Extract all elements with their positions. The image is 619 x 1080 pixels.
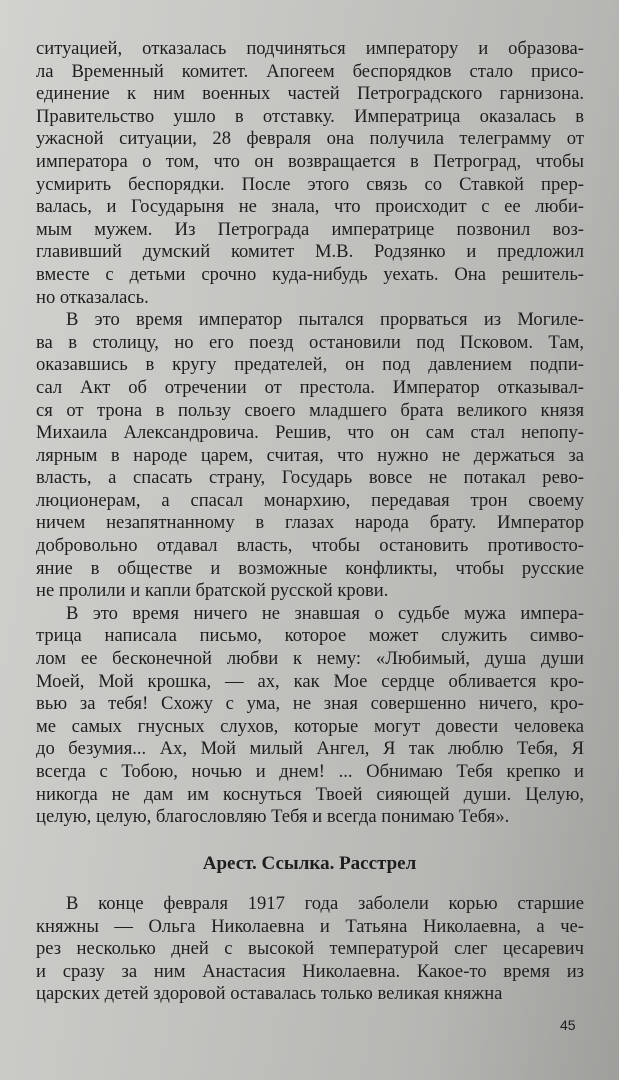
paragraph [36,893,584,1006]
paragraph [36,603,584,829]
page-number: 45 [560,1017,576,1033]
text-line: усмирить беспорядки. После этого связь со Ставкой прер- [36,173,584,195]
text-line: В конце февраля 1917 года заболели корью старшие [66,893,584,914]
text-line: лярным в народе царем, считая, что нужно не держаться за [36,444,584,466]
text-line: ничем незапятнанному в глазах народа брату. Император [36,512,584,534]
text-line: вью за тебя! Схожу с ума, не зная совершенно ничего, кро- [36,693,584,715]
text-line: Правительство ушло в отставку. Императрица оказалась в [36,105,584,127]
paragraph [36,309,584,603]
text-line: Михаила Александровича. Решив, что он сам стал непопу- [36,422,584,444]
text-line: оказавшись в кругу предателей, он под давлением подпи- [36,354,584,376]
text-line: В это время император пытался прорваться из Могиле- [66,309,584,331]
text-line: ва в столицу, но его поезд остановили под Псковом. Там, [36,331,584,353]
text-line: рез несколько дней с высокой температурой слег цесаревич [36,938,584,960]
text-line: мым мужем. Из Петрограда императрице позвонил воз- [36,218,584,240]
text-line: главивший думский комитет М.В. Родзянко и предложил [36,241,584,263]
paragraph [36,38,584,309]
text-line: люционерам, а спасал монархию, передавая трон своему [36,489,584,511]
text-line: ла Временный комитет. Апогеем беспорядков стало присо- [36,60,584,82]
text-line: сал Акт об отречении от престола. Император отказывал- [36,376,584,398]
text-line: трица написала письмо, которое может служить симво- [36,625,584,647]
text-line: ме самых гнусных слухов, которые могут довести человека [36,715,584,737]
text-line: целую, целую, благословляю Тебя и всегда понимаю Тебя». [36,806,510,828]
text-line: царских детей здоровой оставалась только великая княжна [36,983,503,1005]
text-line: императора о том, что он возвращается в Петроград, чтобы [36,150,584,172]
text-line: никогда не дам им коснуться Твоей сияющей души. Целую, [36,783,584,805]
text-line: вместе с детьми срочно куда-нибудь уехать. Она решитель- [36,263,584,285]
text-line: не пролили и капли братской русской крови. [36,580,389,602]
text-line: ситуацией, отказалась подчиняться императору и образова- [36,38,584,59]
text-line: власть, а спасать страну, Государь вовсе не потакал рево- [36,467,584,489]
text-line: валась, и Государыня не знала, что происходит с ее люби- [36,196,584,218]
text-line: В это время ничего не знавшая о судьбе мужа импера- [66,602,584,624]
section-heading: Арест. Ссылка. Расстрел [202,853,417,874]
text-line: Моей, Мой крошка, — ах, как Мое сердце обливается кро- [36,670,584,692]
text-line: яние в обществе и возможные конфликты, чтобы русские [36,557,584,579]
text-line: всегда с Тобою, ночью и днем! ... Обнимаю Тебя крепко и [36,761,584,782]
text-line: но отказалась. [36,286,149,308]
body-text [36,38,584,829]
section2-text [36,893,584,1006]
text-line: ся от трона в пользу своего младшего брата великого князя [36,399,584,421]
text-line: до безумия... Ах, Мой милый Ангел, Я так люблю Тебя, Я [36,738,584,760]
text-line: и сразу за ним Анастасия Николаевна. Какое-то время из [36,960,584,982]
text-line: единение к ним военных частей Петроградского гарнизона. [36,83,584,105]
text-line: лом ее бесконечной любви к нему: «Любимый, душа души [36,648,584,670]
text-line: ужасной ситуации, 28 февраля она получила телеграмму от [36,128,584,150]
text-line: княжны — Ольга Николаевна и Татьяна Николаевна, а че- [36,915,584,937]
text-line: добровольно отдавал власть, чтобы остановить противосто- [36,535,584,557]
